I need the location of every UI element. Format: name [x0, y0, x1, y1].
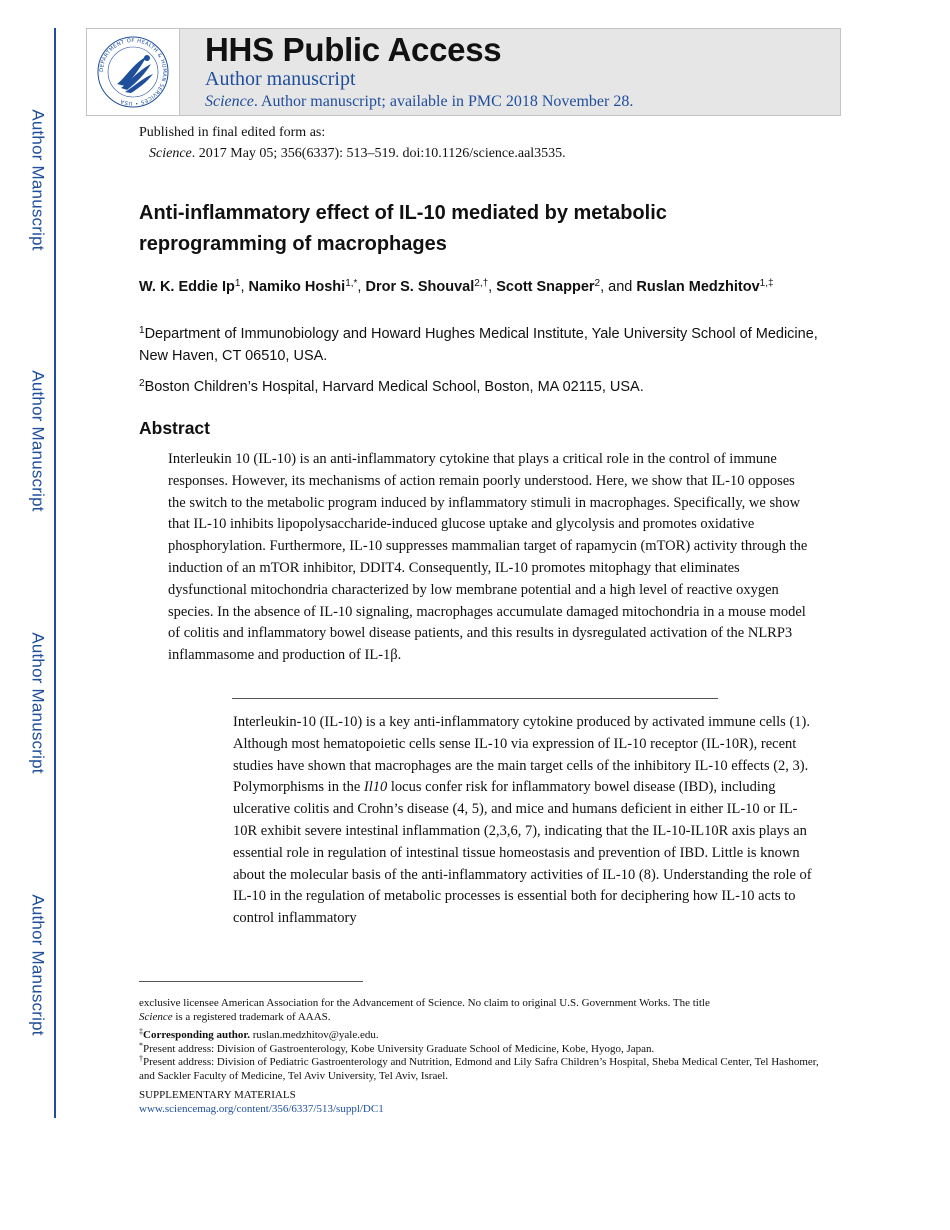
- author: Dror S. Shouval$^{2,\dagger}$: [365, 278, 489, 295]
- hhs-seal-icon: [87, 29, 180, 115]
- publication-note: [139, 122, 566, 164]
- sidebar-rule: [54, 28, 56, 1118]
- supplementary-link[interactable]: www.sciencemag.org/content/356/6337/513/suppl/DC1: [139, 1103, 384, 1115]
- publication-citation: Science. 2017 May 05; 356(6337): 513–519. doi:10.1126/science.aal3535.: [149, 146, 566, 161]
- supplementary-heading: SUPPLEMENTARY MATERIALS: [139, 1089, 296, 1101]
- body-paragraph: Interleukin-10 (IL-10) is a key anti-inflammatory cytokine produced by activated immune cells (1). Although most hematopoietic cells sense IL-10 via expression of IL-10 receptor (IL-10R), recent studies have shown that macrophages are the main target cells of the inhibitory IL-10 effects (2, 3). Polymorphisms in the Il10 locus confer risk for inflammatory bowel disease (IBD), including ulcerative colitis and Crohn’s disease (4, 5), and mice and humans deficient in either IL-10 or IL-10R exhibit severe intestinal inflammation (2,3,6, 7), indicating that the IL-10-IL10R axis plays an essential role in regulation of intestinal tissue homeostasis and prevention of IBD. Little is known about the molecular basis of the anti-inflammatory activities of IL-10 (8). Understanding the role of IL-10 in the regulation of metabolic processes is essential both for deciphering how IL-10 acts to control inflammatory: [233, 714, 812, 927]
- present-address-1: *Present address: Division of Gastroenterology, Kobe University Graduate School of Medicine, Kobe, Hyogo, Japan.: [139, 1041, 655, 1055]
- banner-citation: Science. Author manuscript; available in PMC 2018 November 28.: [205, 93, 634, 110]
- banner-subtitle: Author manuscript: [205, 68, 356, 90]
- author-list: W. K. Eddie Ip$^1$, Namiko Hoshi$^{1,*}$, Dror S. Shouval$^{2,\dagger}$, Scott Snapper$^2$, and Ruslan Medzhitov$^{1,\ddagger}$: [139, 278, 774, 295]
- corresponding-footnote: ‡Corresponding author. ruslan.medzhitov@yale.edu.: [139, 1027, 379, 1041]
- author: W. K. Eddie Ip$^1$: [139, 278, 241, 295]
- section-divider: [232, 698, 718, 699]
- article-title: Anti-inflammatory effect of IL-10 mediated by metabolic reprogramming of macrophages: [139, 202, 667, 255]
- banner-title: HHS Public Access: [205, 31, 502, 68]
- affiliation-2: $^2$Boston Children’s Hospital, Harvard Medical School, Boston, MA 02115, USA.: [139, 378, 644, 395]
- affiliation-1: $^1$Department of Immunobiology and Howard Hughes Medical Institute, Yale University School of Medicine, New Haven, CT 06510, USA.: [139, 325, 818, 364]
- publication-label: Published in final edited form as:: [139, 125, 326, 140]
- present-address-2: †Present address: Division of Pediatric Gastroenterology and Nutrition, Edmond and Lily Safra Children’s Hospital, Sheba Medical Center, Tel Hashomer, and Sackler Faculty of Medicine, Tel Aviv University, Tel Aviv, Israel.: [139, 1054, 819, 1082]
- footnote-divider: [139, 981, 363, 982]
- banner-journal: Science: [205, 93, 254, 110]
- author: Namiko Hoshi$^{1,*}$: [248, 278, 358, 295]
- gene-name: Il10: [363, 779, 388, 796]
- abstract-text: Interleukin 10 (IL-10) is an anti-inflammatory cytokine that plays a critical role in the control of immune responses. However, its mechanisms of action remain poorly understood. Here, we show that IL-10 opposes the switch to the metabolic program induced by inflammatory stimuli in macrophages. Specifically, we show that IL-10 inhibits lipopolysaccharide-induced glucose uptake and glycolysis and promotes oxidative phosphorylation. Furthermore, IL-10 suppresses mammalian target of rapamycin (mTOR) activity through the induction of an mTOR inhibitor, DDIT4. Consequently, IL-10 promotes mitophagy that eliminates dysfunctional mitochondria characterized by low membrane potential and a high level of reactive oxygen species. In the absence of IL-10 signaling, macrophages accumulate damaged mitochondria in a mouse model of colitis and inflammatory bowel disease patients, and this results in dysregulated activation of the NLRP3 inflammasome and production of IL-1β.: [168, 451, 808, 664]
- abstract-heading: Abstract: [139, 418, 210, 438]
- hhs-banner: [86, 28, 841, 116]
- author: Ruslan Medzhitov$^{1,\ddagger}$: [636, 278, 774, 295]
- license-footnote: exclusive licensee American Association for the Advancement of Science. No claim to original U.S. Government Works. The title Science is a registered trademark of AAAS.: [139, 997, 710, 1023]
- author: Scott Snapper$^2$: [496, 278, 601, 295]
- svg-text:DEPARTMENT OF HEALTH & HUMAN S: DEPARTMENT OF HEALTH & HUMAN SERVICES • USA: [98, 37, 168, 107]
